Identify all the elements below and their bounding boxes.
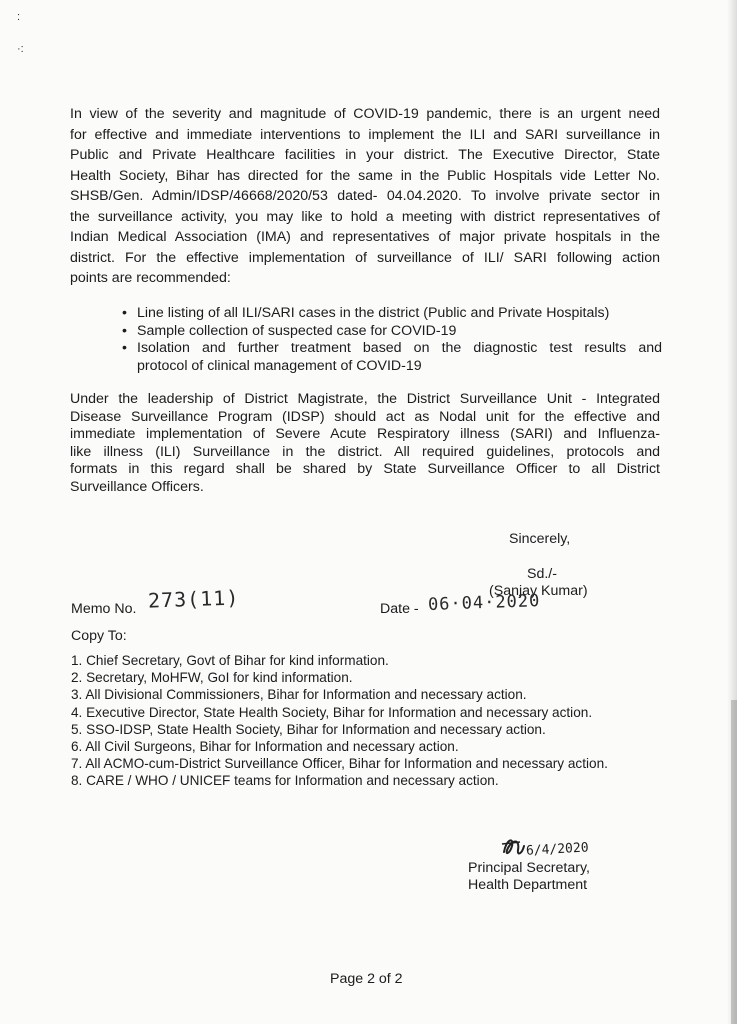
- header-mark: ·:: [17, 43, 24, 55]
- scrollbar-track[interactable]: [731, 700, 737, 1024]
- bullet-icon: •: [122, 322, 127, 339]
- memo-number: 273(11): [147, 585, 240, 613]
- memo-label: Memo No.: [71, 601, 137, 617]
- copy-to-item: 6. All Civil Surgeons, Bihar for Information and necessary action.: [71, 739, 459, 755]
- signatory-title: Principal Secretary,: [468, 860, 590, 876]
- text-line: formats in this regard shall be shared by State Surveillance Officer to all District: [70, 461, 660, 477]
- closing-sd: Sd./-: [527, 566, 557, 582]
- text-line: district. For the effective implementation of surveillance of ILI/ SARI following action: [70, 249, 660, 266]
- action-points-list: [122, 305, 662, 375]
- text-line: Under the leadership of District Magistrate, the District Surveillance Unit - Integrated: [70, 391, 660, 407]
- text-line: SHSB/Gen. Admin/IDSP/46668/2020/53 dated- 04.04.2020. To involve private sector in: [70, 188, 660, 204]
- list-item-text: Line listing of all ILI/SARI cases in the district (Public and Private Hospitals): [137, 305, 610, 321]
- text-line: immediate implementation of Severe Acute Respiratory illness (SARI) and Influenza-: [70, 426, 660, 442]
- paragraph-intro: [70, 104, 660, 289]
- header-mark: :: [17, 11, 21, 23]
- list-item-text: Sample collection of suspected case for COVID-19: [137, 322, 457, 339]
- copy-to-label: Copy To:: [71, 628, 127, 644]
- text-line: for effective and immediate interventions to implement the ILI and SARI surveillance in: [70, 126, 660, 143]
- closing-name: (Sanjay Kumar): [489, 583, 588, 599]
- date-label: Date -: [380, 601, 419, 617]
- list-item-text: protocol of clinical management of COVID-19: [137, 357, 422, 374]
- copy-to-item: 5. SSO-IDSP, State Health Society, Bihar for Information and necessary action.: [71, 721, 546, 737]
- copy-to-item: 2. Secretary, MoHFW, GoI for kind information.: [71, 670, 353, 686]
- memo-date: 06·04·2020: [427, 591, 541, 615]
- text-line: In view of the severity and magnitude of COVID-19 pandemic, there is an urgent need: [70, 106, 660, 122]
- copy-to-item: 8. CARE / WHO / UNICEF teams for Information and necessary action.: [71, 773, 499, 789]
- signatory-department: Health Department: [468, 877, 588, 893]
- text-line: Public and Private Healthcare facilities in your district. The Executive Director, State: [70, 147, 660, 163]
- copy-to-item: 7. All ACMO-cum-District Surveillance Officer, Bihar for Information and necessary action.: [71, 756, 608, 772]
- copy-to-item: 1. Chief Secretary, Govt of Bihar for kind information.: [71, 653, 389, 668]
- bullet-icon: •: [122, 340, 127, 356]
- text-line: Surveillance Officers.: [70, 478, 204, 495]
- list-item-text: Isolation and further treatment based on the diagnostic test results and: [137, 340, 662, 356]
- list-item: [122, 323, 662, 341]
- text-line: the surveillance activity, you may like to hold a meeting with district representatives of: [70, 208, 660, 225]
- text-line: Indian Medical Association (IMA) and representatives of major private hospitals in the: [70, 229, 660, 245]
- text-line: like illness (ILI) Surveillance in the district. All required guidelines, protocols and: [70, 443, 660, 460]
- signature-date: 6/4/2020: [525, 840, 589, 859]
- closing-sincerely: Sincerely,: [509, 531, 571, 547]
- list-item: [122, 340, 662, 375]
- list-item: [122, 305, 662, 323]
- copy-to-item: 4. Executive Director, State Health Society, Bihar for Information and necessary action.: [71, 704, 593, 720]
- copy-to-item: 3. All Divisional Commissioners, Bihar for Information and necessary action.: [71, 687, 527, 703]
- text-line: points are recommended:: [70, 270, 231, 286]
- text-line: Disease Surveillance Program (IDSP) should act as Nodal unit for the effective and: [70, 408, 660, 425]
- paragraph-leadership: [70, 391, 660, 496]
- copy-to-list: [71, 652, 608, 790]
- text-line: Health Society, Bihar has directed for the same in the Public Hospitals vide Letter No.: [70, 167, 660, 184]
- bullet-icon: •: [122, 305, 127, 321]
- page-number: Page 2 of 2: [330, 971, 403, 987]
